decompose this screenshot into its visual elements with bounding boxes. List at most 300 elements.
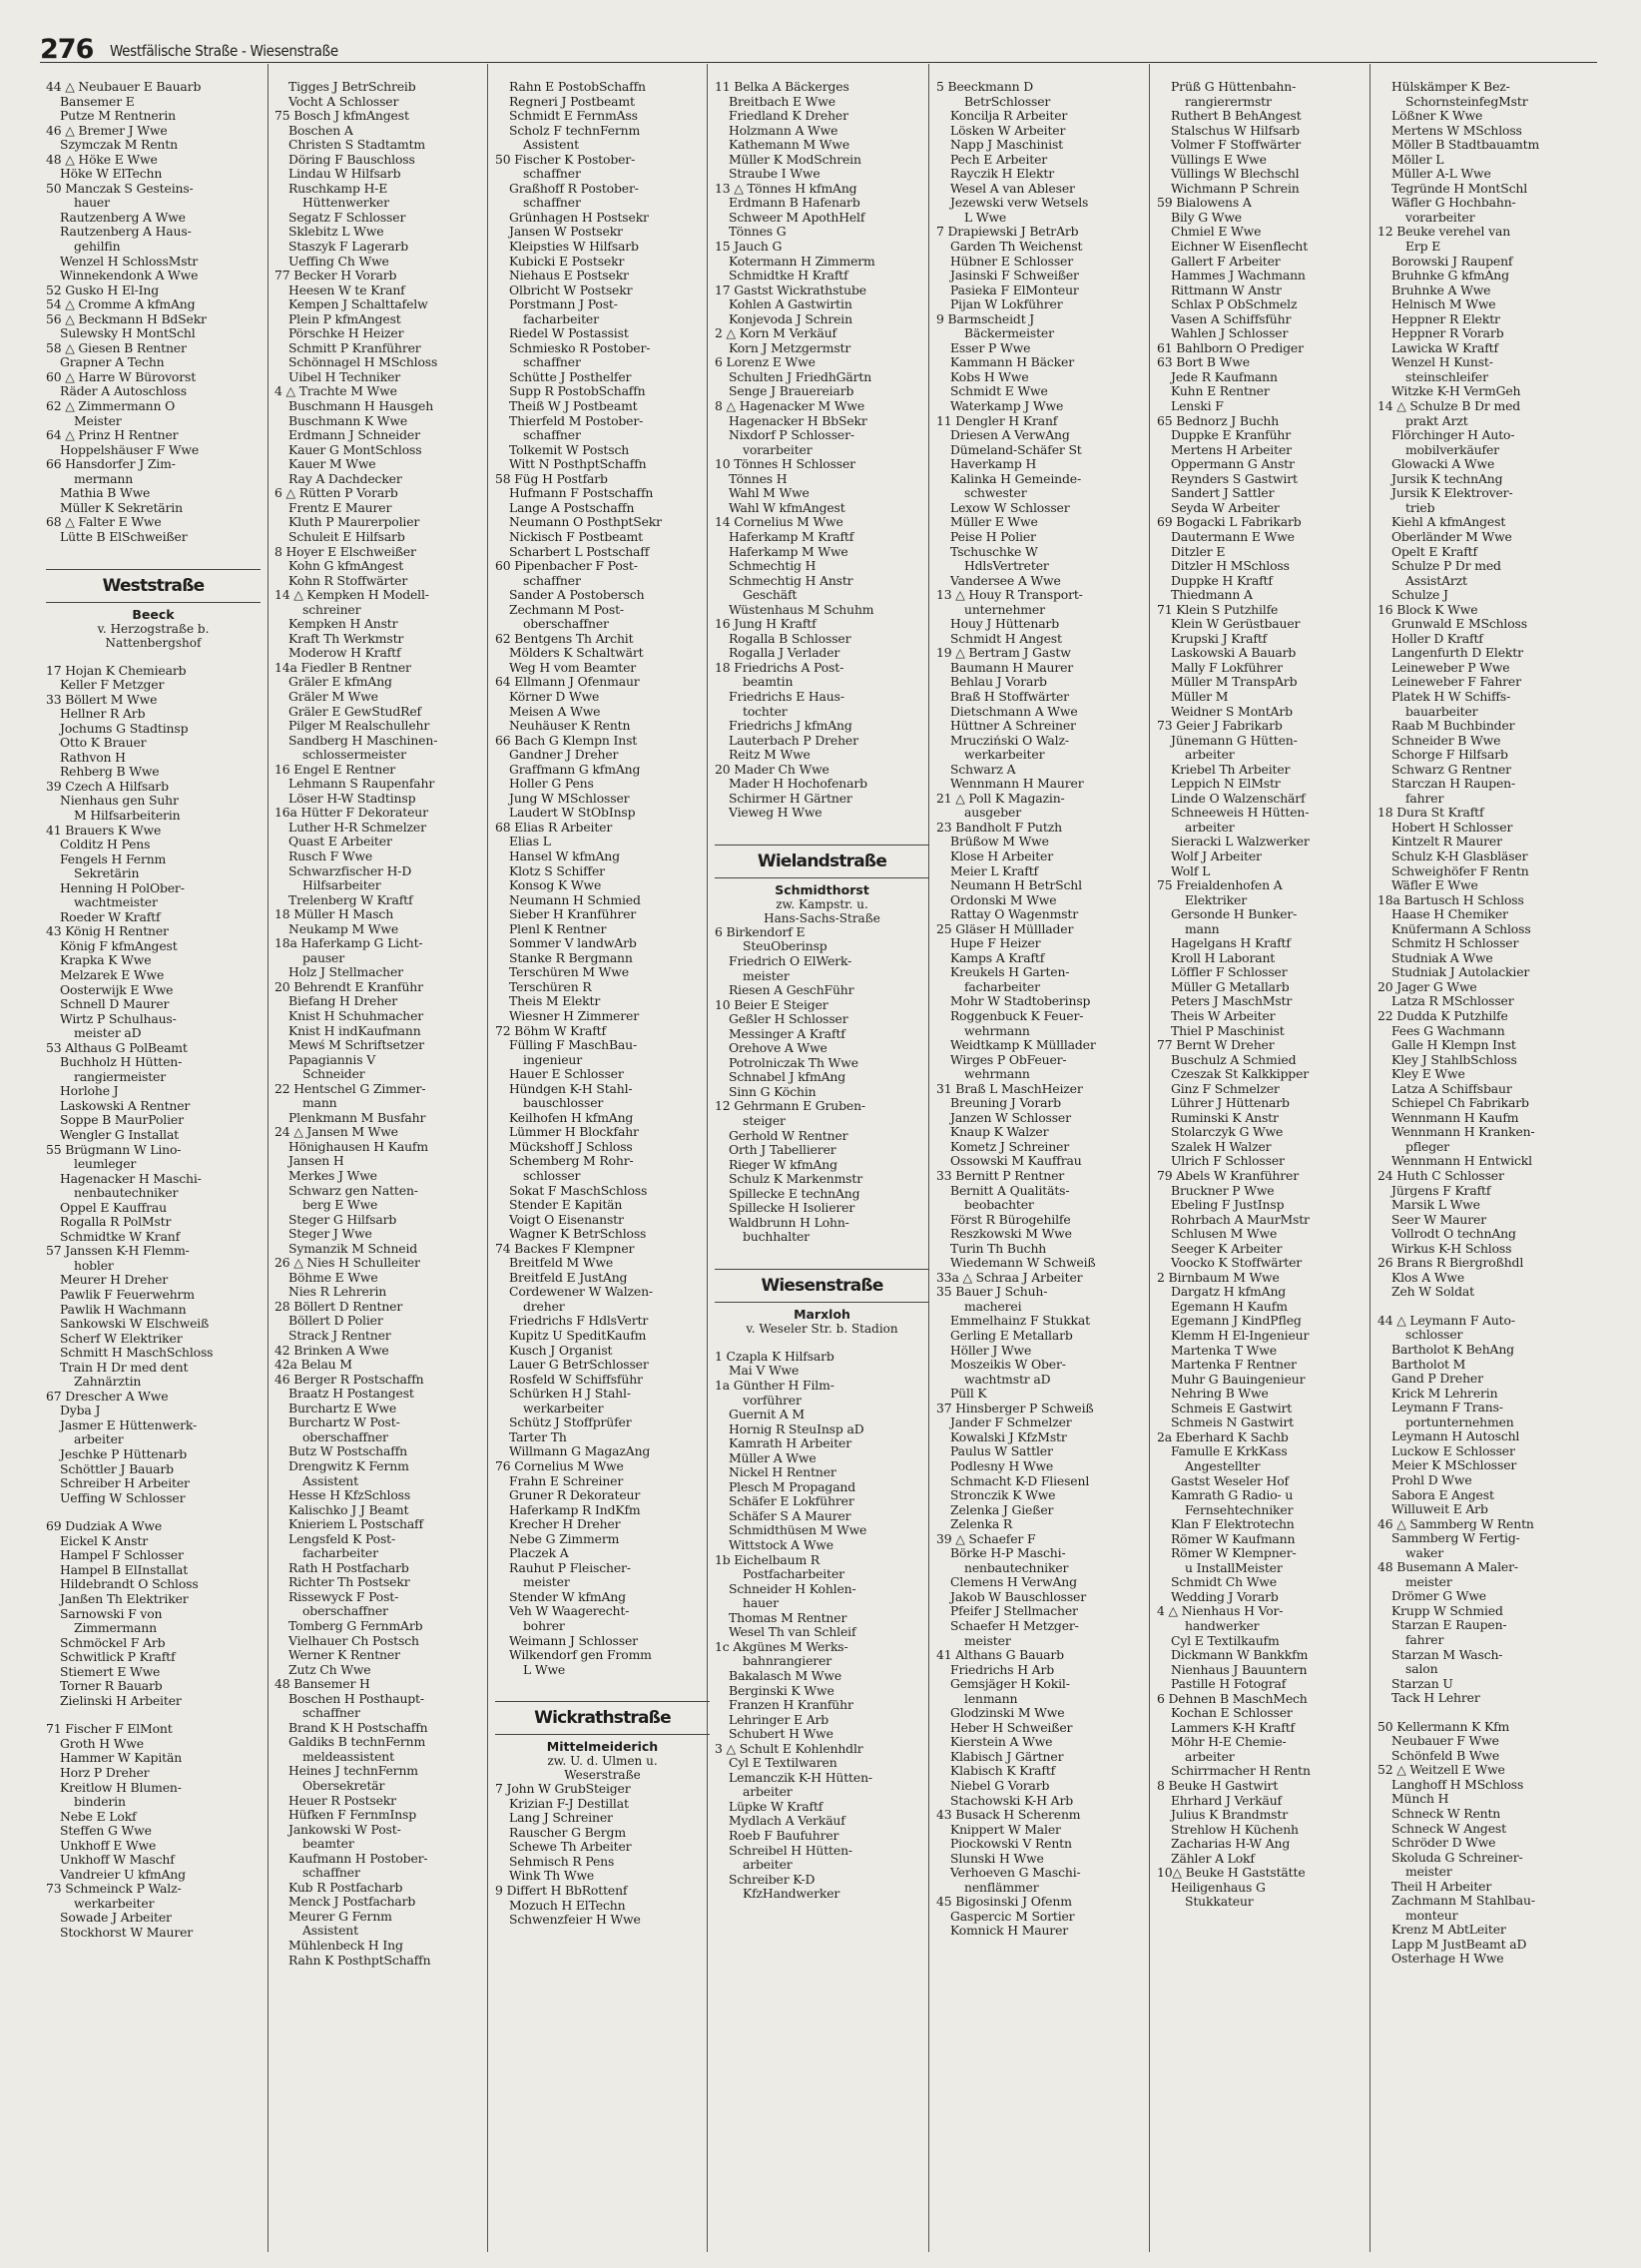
resident-entry: Krick M Lehrerin — [1391, 1385, 1498, 1401]
resident-entry: 69 Dudziak A Wwe — [46, 1518, 163, 1534]
resident-entry: Lang J Schreiner — [509, 1810, 613, 1826]
resident-entry: waker — [1405, 1544, 1444, 1560]
resident-entry: Baumann H Maurer — [950, 659, 1074, 675]
running-title: Westfälische Straße - Wiesenstraße — [110, 42, 338, 60]
resident-entry: 46 △ Bremer J Wwe — [46, 122, 168, 138]
resident-entry: Thomas M Rentner — [729, 1609, 847, 1625]
resident-entry: 14 △ Kempken H Modell- — [274, 587, 429, 603]
resident-entry: schaffner — [302, 1705, 360, 1721]
resident-entry: Bernitt A Qualitäts- — [950, 1182, 1070, 1198]
resident-entry: Linde O Walzenschärf — [1171, 790, 1306, 806]
resident-entry: Nickisch F Postbeamt — [509, 528, 643, 544]
resident-entry: Hüttenwerker — [302, 195, 389, 211]
resident-entry: bauarbeiter — [1405, 703, 1478, 719]
resident-entry: Galle H Klempn Inst — [1391, 1037, 1516, 1053]
resident-entry: Vandersee A Wwe — [950, 572, 1061, 588]
resident-entry: Hönighausen H Kaufm — [288, 1138, 428, 1154]
resident-entry: Sarnowski F von — [60, 1605, 163, 1621]
resident-entry: Meurer H Dreher — [60, 1272, 169, 1288]
resident-entry: Schubert H Wwe — [729, 1726, 833, 1742]
resident-entry: Opelt E Kraftf — [1391, 543, 1477, 559]
resident-entry: Richter Th Postsekr — [288, 1574, 410, 1590]
resident-entry: Kuhn E Rentner — [1171, 383, 1270, 399]
page-number: 276 — [40, 34, 94, 65]
resident-entry: Müller A Wwe — [729, 1449, 817, 1465]
resident-entry: Gerhold W Rentner — [729, 1127, 848, 1143]
resident-entry: Ditzler H MSchloss — [1171, 558, 1290, 574]
resident-entry: Mally F Lokführer — [1171, 659, 1283, 675]
resident-entry: beamtin — [743, 674, 794, 690]
resident-entry: Plein P kfmAngest — [288, 310, 401, 326]
resident-entry: Janzen W Schlosser — [950, 1109, 1071, 1125]
resident-entry: Chmiel E Wwe — [1171, 224, 1262, 240]
resident-entry: Tönnes G — [729, 224, 787, 240]
resident-entry: Fernsehtechniker — [1185, 1501, 1294, 1517]
resident-entry: Rauscher G Bergm — [509, 1824, 626, 1840]
resident-entry: Kusch J Organist — [509, 1342, 613, 1358]
resident-entry: Schmidthüsen M Wwe — [729, 1522, 867, 1538]
resident-entry: 1b Eichelbaum R — [715, 1551, 820, 1567]
resident-entry: Hornig R SteuInsp aD — [729, 1420, 864, 1436]
resident-entry: Heppner R Vorarb — [1391, 325, 1504, 341]
resident-entry: Kiehl A kfmAngest — [1391, 514, 1506, 530]
resident-entry: Laskowski A Bauarb — [1171, 645, 1297, 661]
spacer — [495, 1677, 710, 1691]
resident-entry: Fengels H Fernm — [60, 850, 167, 866]
resident-entry: Hüttner A Schreiner — [950, 718, 1076, 734]
resident-entry: Frahn E Schreiner — [509, 1472, 624, 1488]
resident-entry: Ruthert B BehAngest — [1171, 108, 1302, 124]
resident-entry: Staszyk F Lagerarb — [288, 239, 409, 255]
resident-entry: Borowski J Raupenf — [1391, 253, 1513, 269]
resident-entry: Kauer M Wwe — [288, 456, 376, 472]
resident-entry: Schmeis E Gastwirt — [1171, 1400, 1293, 1416]
resident-entry: Assistent — [302, 1472, 358, 1488]
resident-entry: 6 Birkendorf E — [715, 923, 806, 939]
resident-entry: Zahnärztin — [74, 1374, 142, 1390]
resident-entry: Boschen H Posthaupt- — [288, 1690, 424, 1706]
resident-entry: Jochums G Stadtinsp — [60, 720, 189, 736]
resident-entry: Kintzelt R Maurer — [1391, 834, 1502, 850]
resident-entry: 67 Drescher A Wwe — [46, 1388, 169, 1404]
resident-entry: Kohn G kfmAngest — [288, 558, 404, 574]
resident-entry: Wilkendorf gen Fromm — [509, 1647, 652, 1663]
resident-entry: Sandert J Sattler — [1171, 485, 1275, 501]
resident-entry: Volmer F Stoffwärter — [1171, 137, 1301, 153]
directory-column-2 — [274, 80, 489, 1968]
resident-entry: Klan F Elektrotechn — [1171, 1516, 1295, 1532]
resident-entry: tochter — [743, 703, 788, 719]
resident-entry: Jakob W Bauschlosser — [950, 1588, 1087, 1604]
resident-entry: Dümeland-Schäfer St — [950, 441, 1082, 457]
resident-entry: Jursik K technAng — [1391, 470, 1503, 486]
resident-entry: Schulten J FriedhGärtn — [729, 368, 872, 384]
resident-entry: Trelenberg W Kraftf — [288, 891, 413, 907]
resident-entry: 2 △ Korn M Verkäuf — [715, 325, 836, 341]
resident-entry: Assistent — [302, 1923, 358, 1939]
resident-entry: Schwarz G Rentner — [1391, 761, 1511, 777]
resident-entry: Stanke R Bergmann — [509, 949, 633, 965]
resident-entry: Osterhage H Wwe — [1391, 1951, 1504, 1967]
resident-entry: Studniak J Autolackier — [1391, 964, 1530, 980]
resident-entry: Obersekretär — [302, 1777, 385, 1793]
resident-entry: Sabora E Angest — [1391, 1486, 1494, 1502]
resident-entry: Wahl M Wwe — [729, 485, 810, 501]
resident-entry: Kochan E Schlosser — [1171, 1705, 1293, 1721]
resident-entry: Starzan U — [1391, 1675, 1453, 1691]
resident-entry: Voocko K Stoffwärter — [1171, 1255, 1303, 1271]
resident-entry: 14a Fiedler B Rentner — [274, 659, 411, 675]
resident-entry: Mölders K Schaltwärt — [509, 645, 644, 661]
resident-entry: Wennmann H Kaufm — [1391, 1109, 1519, 1125]
resident-entry: Werner K Rentner — [288, 1647, 400, 1663]
resident-entry: 5 Beeckmann D — [936, 80, 1034, 94]
resident-entry: Schmechtig H — [729, 558, 817, 574]
resident-entry: Kreitlow H Blumen- — [60, 1779, 182, 1795]
resident-entry: Theis W Arbeiter — [1171, 1008, 1276, 1023]
resident-entry: Lexow W Schlosser — [950, 499, 1070, 515]
directory-column-7 — [1377, 80, 1592, 1967]
resident-entry: Schuleit E Hilfsarb — [288, 528, 405, 544]
resident-entry: Gaspercic M Sortier — [950, 1908, 1075, 1924]
resident-entry: Lengsfeld K Post- — [288, 1530, 396, 1546]
resident-entry: Lütte B ElSchweißer — [60, 528, 188, 544]
resident-entry: rangiermeister — [74, 1068, 166, 1084]
resident-entry: Oberländer M Wwe — [1391, 528, 1512, 544]
resident-entry: 26 △ Nies H Schulleiter — [274, 1255, 420, 1271]
resident-entry: Prohl D Wwe — [1391, 1471, 1472, 1487]
resident-entry: Niehaus E Postsekr — [509, 268, 629, 284]
resident-entry: 7 John W GrubSteiger — [495, 1781, 631, 1797]
resident-entry: Jansen W Postsekr — [509, 224, 623, 240]
resident-entry: 19 △ Bertram J Gastw — [936, 645, 1071, 661]
resident-entry: Moszeikis W Ober- — [950, 1357, 1066, 1373]
resident-entry: vorarbeiter — [1405, 209, 1475, 225]
resident-entry: Bruckner P Wwe — [1171, 1182, 1275, 1198]
resident-entry: Hammer W Kapitän — [60, 1750, 183, 1766]
resident-entry: Lauterbach P Dreher — [729, 732, 858, 748]
resident-entry: Gersonde H Bunker- — [1171, 906, 1298, 922]
resident-entry: 66 Bach G Klempn Inst — [495, 732, 638, 748]
resident-entry: Lüpke W Kraftf — [729, 1798, 823, 1814]
resident-entry: 12 Beuke verehel van — [1377, 224, 1511, 240]
resident-entry: Püll K — [950, 1386, 987, 1402]
resident-entry: Sieracki L Walzwerker — [1171, 834, 1310, 850]
resident-entry: Buschmann H Hausgeh — [288, 398, 434, 414]
resident-entry: u InstallMeister — [1185, 1559, 1283, 1575]
resident-entry: macherei — [964, 1298, 1022, 1314]
resident-entry: Czeszak St Kalkkipper — [1171, 1066, 1310, 1082]
resident-entry: Kroll H Laborant — [1171, 949, 1276, 965]
resident-entry: Kowalski J KfzMstr — [950, 1428, 1067, 1444]
resident-entry: Heber H Schweißer — [950, 1719, 1073, 1735]
resident-entry: Famulle E KrkKass — [1171, 1443, 1288, 1459]
resident-entry: Römer W Kaufmann — [1171, 1530, 1296, 1546]
resident-entry: schaffner — [523, 166, 581, 182]
resident-entry: Ray A Dachdecker — [288, 470, 402, 486]
resident-entry: Oosterwijk E Wwe — [60, 981, 174, 997]
resident-entry: Henning H PolOber- — [60, 879, 185, 895]
resident-entry: Stronczik K Wwe — [950, 1487, 1056, 1503]
resident-entry: Friedland K Dreher — [729, 108, 848, 124]
resident-entry: 46 △ Sammberg W Rentn — [1377, 1515, 1534, 1531]
resident-entry: Torner R Bauarb — [60, 1678, 163, 1694]
resident-entry: Piockowski V Rentn — [950, 1836, 1072, 1852]
resident-entry: Langenfurth D Elektr — [1391, 645, 1523, 661]
spacer — [46, 1505, 261, 1519]
resident-entry: Kauer G MontSchloss — [288, 441, 422, 457]
resident-entry: Schulze J — [1391, 587, 1448, 603]
resident-entry: oberschaffner — [523, 616, 609, 632]
resident-entry: Thiedmann A — [1171, 587, 1253, 603]
resident-entry: Pijan W Lokführer — [950, 296, 1063, 312]
resident-entry: 76 Cornelius M Wwe — [495, 1457, 624, 1473]
district-heading: Beeck — [132, 606, 175, 622]
resident-entry: Rohrbach A MaurMstr — [1171, 1211, 1310, 1227]
resident-entry: Angestellter — [1185, 1457, 1261, 1473]
resident-entry: Christen S Stadtamtm — [288, 137, 425, 153]
resident-entry: meister aD — [74, 1025, 142, 1041]
resident-entry: 39 △ Schaefer F — [936, 1530, 1036, 1546]
resident-entry: Friedrichs H Arb — [950, 1661, 1054, 1677]
resident-entry: Tack H Lehrer — [1391, 1690, 1480, 1706]
resident-entry: Schmidtke H Kraftf — [729, 268, 848, 284]
resident-entry: Wiesner H Zimmerer — [509, 1008, 639, 1023]
resident-entry: Wäfler G Hochbahn- — [1391, 195, 1516, 211]
resident-entry: Klein W Gerüstbauer — [1171, 616, 1301, 632]
resident-entry: Leineweber F Fahrer — [1391, 674, 1521, 690]
resident-entry: Schaefer H Metzger- — [950, 1617, 1079, 1633]
resident-entry: Wennmann H Entwickl — [1391, 1153, 1532, 1169]
resident-entry: Glodzinski M Wwe — [950, 1705, 1065, 1721]
resident-entry: KfzHandwerker — [743, 1886, 840, 1902]
resident-entry: Vielhauer Ch Postsch — [288, 1632, 419, 1648]
resident-entry: 58 △ Giesen B Rentner — [46, 339, 187, 355]
resident-entry: Ueffing Ch Wwe — [288, 253, 389, 269]
resident-entry: meister — [743, 967, 790, 983]
resident-entry: Biefang H Dreher — [288, 993, 397, 1009]
resident-entry: Hauer E Schlosser — [509, 1066, 624, 1082]
resident-entry: Winnekendonk A Wwe — [60, 268, 199, 284]
street-heading: Wiesenstraße — [715, 1269, 929, 1303]
resident-entry: Friedrichs E Haus- — [729, 688, 844, 704]
resident-entry: Neuhäuser K Rentn — [509, 718, 631, 734]
header-rule — [40, 62, 1597, 63]
resident-entry: steiger — [743, 1113, 786, 1128]
resident-entry: 68 Elias R Arbeiter — [495, 819, 613, 835]
resident-entry: Vasen A Schiffsführ — [1171, 310, 1292, 326]
resident-entry: Steger G Hilfsarb — [288, 1211, 397, 1227]
resident-entry: portunternehmen — [1405, 1414, 1514, 1429]
resident-entry: 13 △ Houy R Transport- — [936, 587, 1083, 603]
resident-entry: Knippert W Maler — [950, 1821, 1061, 1837]
resident-entry: Lösken W Arbeiter — [950, 122, 1066, 138]
resident-entry: Schwarz gen Natten- — [288, 1182, 418, 1198]
resident-entry: Schnabel J kfmAng — [729, 1069, 846, 1085]
spacer — [46, 650, 261, 664]
resident-entry: Martenka F Rentner — [1171, 1357, 1297, 1373]
resident-entry: Wirges P ObFeuer- — [950, 1051, 1067, 1067]
resident-entry: Wiedemann W Schweiß — [950, 1255, 1096, 1271]
resident-entry: Klabisch K Kraftf — [950, 1763, 1056, 1779]
resident-entry: Döring F Bauschloss — [288, 151, 415, 167]
resident-entry: Heuer R Postsekr — [288, 1792, 396, 1808]
resident-entry: Knist H Schuhmacher — [288, 1008, 424, 1023]
resident-entry: 20 Behrendt E Kranführ — [274, 978, 423, 994]
resident-entry: schlossermeister — [302, 747, 406, 763]
resident-entry: 61 Bahlborn O Prediger — [1157, 339, 1304, 355]
resident-entry: Meurer G Fernm — [288, 1908, 392, 1924]
resident-entry: Buschulz A Schmied — [1171, 1051, 1297, 1067]
resident-entry: Sklebitz L Wwe — [288, 224, 384, 240]
resident-entry: Steger J Wwe — [288, 1226, 372, 1242]
resident-entry: Dickmann W Bankkfm — [1171, 1647, 1309, 1663]
resident-entry: Unkhoff W Maschf — [60, 1852, 175, 1868]
resident-entry: 12 Gehrmann E Gruben- — [715, 1098, 865, 1114]
resident-entry: Starzan M Wasch- — [1391, 1646, 1503, 1662]
resident-entry: Pech E Arbeiter — [950, 151, 1048, 167]
resident-entry: werkarbeiter — [523, 1400, 604, 1416]
resident-entry: 26 Brans R Biergroßhdl — [1377, 1255, 1524, 1271]
resident-entry: Vandreier U kfmAng — [60, 1866, 186, 1882]
resident-entry: Schulz K-H Glasbläser — [1391, 848, 1528, 863]
resident-entry: Kohn R Stoffwärter — [288, 572, 408, 588]
resident-entry: Kluth P Maurerpolier — [288, 514, 420, 530]
resident-entry: 8 △ Hagenacker M Wwe — [715, 398, 865, 414]
resident-entry: Bakalasch M Wwe — [729, 1667, 842, 1683]
resident-entry: L Wwe — [964, 209, 1007, 225]
resident-entry: Körner D Wwe — [509, 688, 600, 704]
resident-entry: 43 Busack H Scherenm — [936, 1807, 1081, 1823]
resident-entry: 25 Gläser H Mülllader — [936, 920, 1074, 936]
resident-entry: Cordewener W Walzen- — [509, 1284, 653, 1300]
resident-entry: Wäfler E Wwe — [1391, 877, 1478, 893]
resident-entry: Stender E Kapitän — [509, 1197, 623, 1213]
resident-entry: 10△ Beuke H Gaststätte — [1157, 1865, 1306, 1881]
resident-entry: Schmöckel F Arb — [60, 1634, 166, 1650]
resident-entry: Schmidt Ch Wwe — [1171, 1574, 1277, 1590]
resident-entry: Stukkateur — [1185, 1894, 1254, 1910]
street-section-note: Hans-Sachs-Straße — [764, 910, 880, 925]
resident-entry: Gräler M Wwe — [288, 688, 378, 704]
resident-entry: Hübner E Schlosser — [950, 253, 1073, 269]
resident-entry: Mai V Wwe — [729, 1363, 800, 1379]
resident-entry: 44 △ Leymann F Auto- — [1377, 1312, 1515, 1328]
resident-entry: Roeb F Baufuhrer — [729, 1827, 839, 1843]
resident-entry: meister — [523, 1574, 570, 1590]
resident-entry: Stolarczyk G Wwe — [1171, 1124, 1284, 1140]
resident-entry: prakt Arzt — [1405, 412, 1468, 428]
resident-entry: 6 Lorenz E Wwe — [715, 354, 816, 370]
resident-entry: Schirmer H Gärtner — [729, 790, 852, 806]
resident-entry: Ehrhard J Verkäuf — [1171, 1792, 1282, 1808]
resident-entry: Steffen G Wwe — [60, 1823, 152, 1839]
resident-entry: Ulrich F Schlosser — [1171, 1153, 1285, 1169]
resident-entry: 6 △ Rütten P Vorarb — [274, 485, 398, 501]
resident-entry: Buschmann K Wwe — [288, 412, 408, 428]
resident-entry: Duppke H Kraftf — [1171, 572, 1273, 588]
resident-entry: Terschüren M Wwe — [509, 964, 629, 980]
resident-entry: Lawicka W Kraftf — [1391, 339, 1498, 355]
resident-entry: Studniak A Wwe — [1391, 949, 1493, 965]
resident-entry: Meier K MSchlosser — [1391, 1457, 1517, 1473]
resident-entry: Starzan E Raupen- — [1391, 1617, 1507, 1633]
resident-entry: Heesen W te Kranf — [288, 282, 405, 297]
resident-entry: Grünhagen H Postsekr — [509, 209, 649, 225]
resident-entry: Friedrichs J kfmAng — [729, 718, 852, 734]
resident-entry: Rath H Postfacharb — [288, 1559, 409, 1575]
resident-entry: Schneider — [302, 1066, 365, 1082]
resident-entry: 1 Czapla K Hilfsarb — [715, 1348, 834, 1364]
resident-entry: Jander F Schmelzer — [950, 1415, 1072, 1430]
resident-entry: Gallert F Arbeiter — [1171, 253, 1281, 269]
resident-entry: Schneeweis H Hütten- — [1171, 805, 1310, 821]
resident-entry: Seeger K Arbeiter — [1171, 1240, 1283, 1256]
directory-column-3 — [495, 80, 710, 1928]
resident-entry: 52 Gusko H El-Ing — [46, 282, 160, 297]
resident-entry: Jürgens F Kraftf — [1391, 1182, 1491, 1198]
resident-entry: Knist H indKaufmann — [288, 1022, 421, 1038]
resident-entry: Wichmann P Schrein — [1171, 180, 1300, 196]
resident-entry: Schwenzfeier H Wwe — [509, 1912, 641, 1928]
resident-entry: Muhr G Bauingenieur — [1171, 1371, 1306, 1387]
resident-entry: Klos A Wwe — [1391, 1269, 1465, 1285]
street-heading: Weststraße — [46, 569, 261, 603]
resident-entry: Schwarzfischer H-D — [288, 862, 412, 878]
resident-entry: König F kfmAngest — [60, 937, 178, 953]
resident-entry: Leymann H Autoschl — [1391, 1428, 1520, 1444]
resident-entry: Keilhofen H kfmAng — [509, 1109, 634, 1125]
resident-entry: 6 Dehnen B MaschMech — [1157, 1690, 1308, 1706]
resident-entry: Wolf L — [1171, 862, 1211, 878]
resident-entry: Drömer G Wwe — [1391, 1588, 1486, 1604]
resident-entry: Reszkowski M Wwe — [950, 1226, 1072, 1242]
resident-entry: 24 △ Jansen M Wwe — [274, 1124, 398, 1140]
resident-entry: Scharbert L Postschaff — [509, 543, 650, 559]
resident-entry: Tigges J BetrSchreib — [288, 80, 416, 94]
resident-entry: 8 Hoyer E Elschweißer — [274, 543, 416, 559]
resident-entry: meldeassistent — [302, 1748, 394, 1764]
resident-entry: Nixdorf P Schlosser- — [729, 427, 854, 443]
resident-entry: 48 Bansemer H — [274, 1676, 370, 1692]
resident-entry: Kamrath H Arbeiter — [729, 1435, 851, 1451]
resident-entry: Lenski F — [1171, 398, 1224, 414]
resident-entry: ingenieur — [523, 1051, 583, 1067]
resident-entry: Vüllings E Wwe — [1171, 151, 1267, 167]
resident-entry: Holzmann A Wwe — [729, 122, 838, 138]
resident-entry: Messinger A Kraftf — [729, 1025, 845, 1041]
resident-entry: Dautermann E Wwe — [1171, 528, 1295, 544]
resident-entry: Breuning J Vorarb — [950, 1095, 1061, 1111]
resident-entry: arbeiter — [743, 1784, 793, 1800]
resident-entry: Först R Bürogehilfe — [950, 1211, 1071, 1227]
resident-entry: Szymczak M Rentn — [60, 137, 178, 153]
resident-entry: Horz P Dreher — [60, 1764, 150, 1780]
resident-entry: Straube I Wwe — [729, 166, 820, 182]
resident-entry: Kaufmann H Postober- — [288, 1850, 428, 1866]
resident-entry: Schöttler J Bauarb — [60, 1460, 174, 1476]
resident-entry: Sowade J Arbeiter — [60, 1910, 172, 1926]
resident-entry: Lindau W Hilfsarb — [288, 166, 401, 182]
resident-entry: Gastst Weseler Hof — [1171, 1472, 1289, 1488]
resident-entry: Wink Th Wwe — [509, 1868, 595, 1884]
resident-entry: dreher — [523, 1298, 565, 1314]
resident-entry: Haferkamp R IndKfm — [509, 1501, 641, 1517]
resident-entry: 77 Becker H Vorarb — [274, 268, 397, 284]
resident-entry: Zechmann M Post- — [509, 601, 624, 617]
resident-entry: wachtmstr aD — [964, 1371, 1051, 1387]
resident-entry: Fülling F MaschBau- — [509, 1037, 638, 1053]
